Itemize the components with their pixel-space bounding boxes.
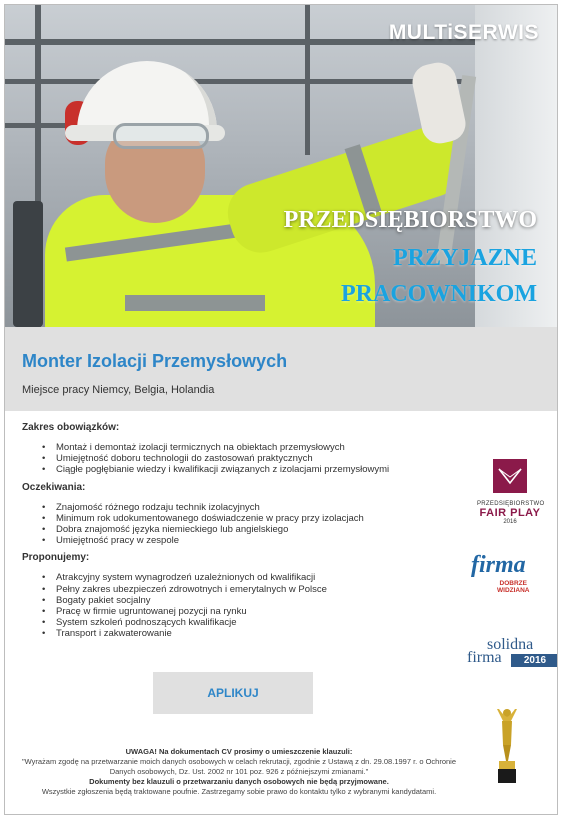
fdw-line3: WIDZIANA (497, 587, 530, 594)
list-item: • Umiejętność doboru technologii do zastosowań praktycznych (42, 453, 442, 464)
list-item: • System szkoleń podnoszących kwalifikacje (42, 617, 442, 628)
safety-glasses (113, 123, 209, 149)
fair-play-badge (477, 459, 543, 525)
reflective-stripe (125, 295, 265, 311)
job-title: Monter Izolacji Przemysłowych (22, 351, 288, 371)
fair-play-line1: PRZEDSIĘBIORSTWO (477, 501, 545, 507)
offer-list (42, 572, 442, 639)
section-title-offer: Proponujemy: (22, 552, 90, 564)
scaffold-pole (305, 5, 310, 155)
footer-requirement: Dokumenty bez klauzuli o przetwarzaniu danych osobowych nie będą przyjmowane. (89, 777, 389, 786)
footer-clause: "Wyrażam zgodę na przetwarzanie moich danych osobowych w celach rekrutacji, zgodnie z Ustawą z dn. 29.08.1997 r. o Ochronie Danych osobowych, Dz. Ust. 2002 nr 101 poz. 926 z późniejszymi zmianami." (21, 757, 457, 776)
footer-confidentiality: Wszystkie zgłoszenia będą traktowane poufnie. Zastrzegamy sobie prawo do kontaktu tylko z wybranymi kandydatami. (41, 787, 437, 796)
footer-notice (19, 747, 459, 797)
hero-tagline-1: PRZEDSIĘBIORSTWO (283, 207, 537, 233)
solidna-firma-badge (467, 636, 558, 670)
section-title-expectations: Oczekiwania: (22, 481, 86, 493)
hero-tagline-3: PRACOWNIKOM (341, 281, 537, 307)
hero-banner (5, 5, 557, 327)
sf-solidna: solidna (487, 636, 534, 653)
fair-play-year: 2016 (503, 519, 517, 525)
job-details (22, 417, 442, 646)
list-item: • Pełny zakres ubezpieczeń zdrowotnych i emerytalnych w Polsce (42, 584, 442, 595)
duties-list (42, 442, 442, 476)
apply-button[interactable]: APLIKUJ (153, 672, 313, 714)
footer-warning: UWAGA! Na dokumentach CV prosimy o umieszczenie klauzuli: (125, 747, 353, 756)
company-logo: MULTiSERWIS (388, 21, 539, 44)
scaffold-post (13, 201, 43, 327)
section-title-duties: Zakres obowiązków: (22, 422, 120, 433)
sf-firma: firma (467, 649, 502, 666)
list-item: • Transport i zakwaterowanie (42, 628, 442, 639)
list-item: • Montaż i demontaż izolacji termicznych na obiektach przemysłowych (42, 442, 442, 453)
job-location: Miejsce pracy Niemcy, Belgia, Holandia (22, 384, 215, 396)
list-item: • Dobra znajomość języka niemieckiego lub angielskiego (42, 524, 442, 535)
firma-dobrze-widziana-badge (471, 552, 541, 598)
list-item: • Bogaty pakiet socjalny (42, 595, 442, 606)
list-item: • Ciągłe pogłębianie wiedzy i kwalifikacji związanych z izolacjami przemysłowymi (42, 464, 442, 475)
list-item: • Znajomość różnego rodzaju technik izolacyjnych (42, 502, 442, 513)
list-item: • Pracę w firmie ugruntowanej pozycji na rynku (42, 606, 442, 617)
expectations-list (42, 502, 442, 547)
fdw-firma: firma (471, 552, 526, 578)
fair-play-logo-icon (493, 459, 527, 493)
fdw-line2: DOBRZE (499, 580, 527, 587)
sf-year: 2016 (511, 654, 558, 667)
hero-tagline-2: PRZYJAZNE (392, 245, 537, 271)
list-item: • Minimum rok udokumentowanego doświadczenie w pracy przy izolacjach (42, 513, 442, 524)
list-item: • Umiejętność pracy w zespole (42, 535, 442, 546)
job-offer-card (4, 4, 558, 815)
fdw-sub (497, 580, 530, 594)
wall-panel (475, 5, 557, 327)
list-item: • Atrakcyjny system wynagrodzeń uzależnionych od kwalifikacji (42, 572, 442, 583)
award-statue-icon (489, 705, 525, 785)
fair-play-line2: FAIR PLAY (479, 507, 541, 519)
scaffold-bar (5, 79, 475, 84)
